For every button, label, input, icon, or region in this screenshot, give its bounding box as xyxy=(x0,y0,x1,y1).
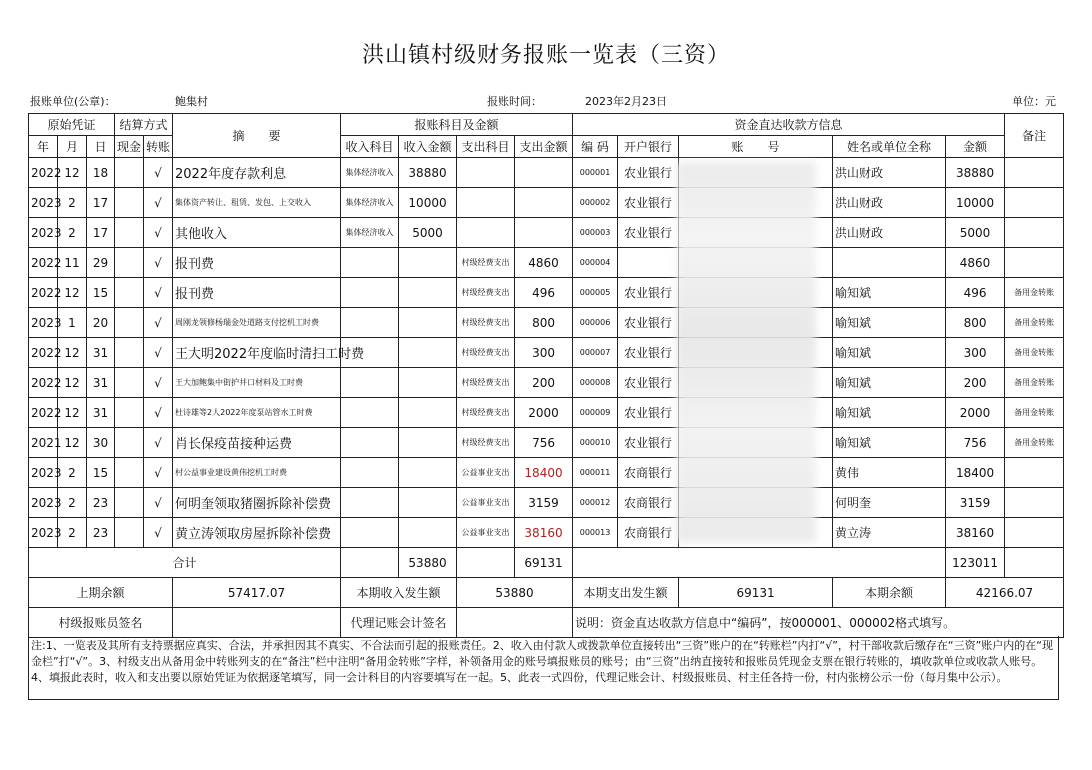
cell-summary: 黄立涛领取房屋拆除补偿费 xyxy=(173,518,341,548)
cell-cash xyxy=(115,338,144,368)
signature-row xyxy=(29,608,1064,638)
cell-summary: 报刊费 xyxy=(173,278,341,308)
table-row xyxy=(29,248,1064,278)
cell-expense-amount: 4860 xyxy=(515,248,573,278)
total-row xyxy=(29,548,1064,578)
village-clerk-sign-field[interactable] xyxy=(173,608,341,638)
cell-remark xyxy=(1005,518,1064,548)
cell-year: 2023 xyxy=(29,458,58,488)
cell-payee: 黄立涛 xyxy=(833,518,946,548)
cell-day: 20 xyxy=(87,308,115,338)
table-row xyxy=(29,398,1064,428)
cell-income-subject xyxy=(341,368,399,398)
cell-amount: 200 xyxy=(946,368,1005,398)
cell-expense-amount xyxy=(515,158,573,188)
cell-expense-subject xyxy=(457,188,515,218)
cell-year: 2022 xyxy=(29,338,58,368)
cell-code: 000007 xyxy=(573,338,618,368)
cell-bank: 农业银行 xyxy=(618,188,679,218)
cell-code: 000003 xyxy=(573,218,618,248)
cell-amount: 5000 xyxy=(946,218,1005,248)
cell-day: 29 xyxy=(87,248,115,278)
cell-income-subject xyxy=(341,488,399,518)
header-income-subject: 收入科目 xyxy=(341,136,399,158)
cell-transfer-check: √ xyxy=(144,188,173,218)
period-income-label: 本期收入发生额 xyxy=(341,578,457,608)
cell-day: 17 xyxy=(87,188,115,218)
cell-month: 12 xyxy=(58,368,87,398)
table-row xyxy=(29,158,1064,188)
cell-transfer-check: √ xyxy=(144,158,173,188)
cell-remark: 备用金转账 xyxy=(1005,338,1064,368)
cell-payee: 喻知斌 xyxy=(833,338,946,368)
cell-code: 000004 xyxy=(573,248,618,278)
cell-income-subject xyxy=(341,398,399,428)
header-orig-voucher: 原始凭证 xyxy=(29,114,115,136)
header-settlement: 结算方式 xyxy=(115,114,173,136)
cell-transfer-check: √ xyxy=(144,278,173,308)
total-label: 合计 xyxy=(29,548,341,578)
header-month: 月 xyxy=(58,136,87,158)
cell-expense-amount: 3159 xyxy=(515,488,573,518)
cell-expense-amount xyxy=(515,218,573,248)
cell-income-subject xyxy=(341,278,399,308)
period-income-value: 53880 xyxy=(457,578,573,608)
cell-day: 15 xyxy=(87,458,115,488)
cell-amount: 18400 xyxy=(946,458,1005,488)
cell-expense-subject: 村级经费支出 xyxy=(457,308,515,338)
cell-code: 000001 xyxy=(573,158,618,188)
agent-accountant-sign-field[interactable] xyxy=(457,608,573,638)
table-row xyxy=(29,308,1064,338)
time-value: 2023年2月23日 xyxy=(585,95,667,108)
cell-month: 2 xyxy=(58,518,87,548)
cell-payee: 喻知斌 xyxy=(833,428,946,458)
cell-expense-subject: 村级经费支出 xyxy=(457,338,515,368)
cell-expense-amount: 800 xyxy=(515,308,573,338)
cell-transfer-check: √ xyxy=(144,398,173,428)
cell-amount: 756 xyxy=(946,428,1005,458)
cell-month: 2 xyxy=(58,458,87,488)
cell-remark xyxy=(1005,218,1064,248)
cell-month: 12 xyxy=(58,158,87,188)
cell-transfer-check: √ xyxy=(144,428,173,458)
cell-income-amount xyxy=(399,338,457,368)
cell-remark xyxy=(1005,488,1064,518)
cell-remark xyxy=(1005,458,1064,488)
cell-cash xyxy=(115,188,144,218)
cell-expense-subject: 村级经费支出 xyxy=(457,248,515,278)
table-row xyxy=(29,368,1064,398)
cell-summary: 肖长保疫苗接种运费 xyxy=(173,428,341,458)
cell-bank: 农业银行 xyxy=(618,158,679,188)
cell-payee xyxy=(833,248,946,278)
cell-transfer-check: √ xyxy=(144,248,173,278)
cell-day: 18 xyxy=(87,158,115,188)
village-clerk-sign-label: 村级报账员签名 xyxy=(29,608,173,638)
cell-expense-amount: 2000 xyxy=(515,398,573,428)
cell-cash xyxy=(115,398,144,428)
cell-expense-amount: 496 xyxy=(515,278,573,308)
header-direct: 资金直达收款方信息 xyxy=(573,114,1005,136)
cell-year: 2022 xyxy=(29,248,58,278)
cell-expense-amount: 18400 xyxy=(515,458,573,488)
cell-income-amount: 38880 xyxy=(399,158,457,188)
cell-amount: 300 xyxy=(946,338,1005,368)
period-expense-label: 本期支出发生额 xyxy=(573,578,679,608)
cell-remark: 备用金转账 xyxy=(1005,308,1064,338)
cell-month: 1 xyxy=(58,308,87,338)
cell-remark: 备用金转账 xyxy=(1005,398,1064,428)
cell-expense-subject: 公益事业支出 xyxy=(457,518,515,548)
cell-income-amount xyxy=(399,458,457,488)
code-format-note: 说明：资金直达收款方信息中“编码”，按000001、000002格式填写。 xyxy=(573,608,1064,638)
cell-payee: 洪山财政 xyxy=(833,188,946,218)
cell-expense-subject: 公益事业支出 xyxy=(457,458,515,488)
prev-balance-label: 上期余额 xyxy=(29,578,173,608)
cell-month: 2 xyxy=(58,218,87,248)
cell-year: 2023 xyxy=(29,188,58,218)
cell-amount: 3159 xyxy=(946,488,1005,518)
table-row xyxy=(29,338,1064,368)
cell-bank: 农业银行 xyxy=(618,308,679,338)
cell-expense-subject: 公益事业支出 xyxy=(457,488,515,518)
cell-cash xyxy=(115,368,144,398)
cell-income-subject xyxy=(341,458,399,488)
cell-summary: 2022年度存款利息 xyxy=(173,158,341,188)
unit-value: 鲍集村 xyxy=(175,95,208,108)
cell-income-amount xyxy=(399,398,457,428)
header-expense-subject: 支出科目 xyxy=(457,136,515,158)
cell-income-subject: 集体经济收入 xyxy=(341,218,399,248)
cell-month: 12 xyxy=(58,278,87,308)
cell-payee: 何明奎 xyxy=(833,488,946,518)
cell-year: 2022 xyxy=(29,368,58,398)
cell-code: 000010 xyxy=(573,428,618,458)
cell-expense-amount: 756 xyxy=(515,428,573,458)
cell-bank: 农业银行 xyxy=(618,428,679,458)
cell-cash xyxy=(115,158,144,188)
cell-expense-amount: 200 xyxy=(515,368,573,398)
cell-expense-subject: 村级经费支出 xyxy=(457,368,515,398)
cell-remark: 备用金转账 xyxy=(1005,428,1064,458)
table-row xyxy=(29,518,1064,548)
cell-expense-subject: 村级经费支出 xyxy=(457,428,515,458)
header-payee: 姓名或单位全称 xyxy=(833,136,946,158)
cell-income-amount xyxy=(399,368,457,398)
header-day: 日 xyxy=(87,136,115,158)
agent-accountant-sign-label: 代理记账会计签名 xyxy=(341,608,457,638)
cell-amount: 4860 xyxy=(946,248,1005,278)
balance-row xyxy=(29,578,1064,608)
cell-year: 2023 xyxy=(29,488,58,518)
cell-expense-amount xyxy=(515,188,573,218)
cell-summary: 何明奎领取猪圈拆除补偿费 xyxy=(173,488,341,518)
header-income-amount: 收入金额 xyxy=(399,136,457,158)
cell-income-amount: 10000 xyxy=(399,188,457,218)
cell-month: 12 xyxy=(58,338,87,368)
cell-income-amount xyxy=(399,488,457,518)
cell-expense-subject: 村级经费支出 xyxy=(457,278,515,308)
cell-summary: 其他收入 xyxy=(173,218,341,248)
cell-day: 30 xyxy=(87,428,115,458)
cell-income-amount xyxy=(399,428,457,458)
cell-bank: 农业银行 xyxy=(618,278,679,308)
redacted-account-numbers xyxy=(676,162,816,542)
cell-transfer-check: √ xyxy=(144,518,173,548)
cell-income-subject xyxy=(341,428,399,458)
cell-year: 2023 xyxy=(29,518,58,548)
table-row xyxy=(29,488,1064,518)
unit-label: 报账单位(公章)： xyxy=(30,95,116,108)
cell-code: 000011 xyxy=(573,458,618,488)
prev-balance-value: 57417.07 xyxy=(173,578,341,608)
header-subjects: 报账科目及金额 xyxy=(341,114,573,136)
cell-bank xyxy=(618,248,679,278)
cell-remark xyxy=(1005,188,1064,218)
cell-expense-amount: 300 xyxy=(515,338,573,368)
page-title: 洪山镇村级财务报账一览表（三资） xyxy=(361,43,730,68)
cell-code: 000006 xyxy=(573,308,618,338)
cell-transfer-check: √ xyxy=(144,338,173,368)
cell-transfer-check: √ xyxy=(144,488,173,518)
cell-day: 31 xyxy=(87,398,115,428)
cell-expense-amount: 38160 xyxy=(515,518,573,548)
current-balance-value: 42166.07 xyxy=(946,578,1064,608)
cell-income-amount: 5000 xyxy=(399,218,457,248)
cell-month: 12 xyxy=(58,398,87,428)
header-code: 编 码 xyxy=(573,136,618,158)
cell-code: 000002 xyxy=(573,188,618,218)
header-cash: 现金 xyxy=(115,136,144,158)
time-label: 报账时间： xyxy=(487,95,542,108)
cell-amount: 2000 xyxy=(946,398,1005,428)
cell-month: 11 xyxy=(58,248,87,278)
currency-unit: 单位：元 xyxy=(1012,95,1056,108)
current-balance-label: 本期余额 xyxy=(833,578,946,608)
cell-code: 000013 xyxy=(573,518,618,548)
cell-income-subject xyxy=(341,518,399,548)
cell-bank: 农业银行 xyxy=(618,398,679,428)
table-row xyxy=(29,428,1064,458)
cell-payee: 洪山财政 xyxy=(833,158,946,188)
cell-summary: 王大加鲍集中街护井口材料及工时费 xyxy=(173,368,341,398)
table-row xyxy=(29,188,1064,218)
cell-day: 31 xyxy=(87,368,115,398)
cell-income-amount xyxy=(399,308,457,338)
cell-amount: 800 xyxy=(946,308,1005,338)
cell-bank: 农商银行 xyxy=(618,518,679,548)
cell-day: 23 xyxy=(87,488,115,518)
cell-payee: 喻知斌 xyxy=(833,368,946,398)
ledger-table xyxy=(28,113,1064,638)
cell-code: 000012 xyxy=(573,488,618,518)
header-bank: 开户银行 xyxy=(618,136,679,158)
cell-amount: 38880 xyxy=(946,158,1005,188)
cell-income-subject xyxy=(341,248,399,278)
cell-payee: 喻知斌 xyxy=(833,398,946,428)
cell-remark xyxy=(1005,248,1064,278)
cell-year: 2023 xyxy=(29,218,58,248)
cell-day: 23 xyxy=(87,518,115,548)
cell-year: 2022 xyxy=(29,398,58,428)
cell-income-amount xyxy=(399,278,457,308)
header-remark: 备注 xyxy=(1005,114,1064,158)
cell-payee: 喻知斌 xyxy=(833,308,946,338)
header-year: 年 xyxy=(29,136,58,158)
table-row xyxy=(29,458,1064,488)
cell-summary: 村公益事业建设黄伟挖机工时费 xyxy=(173,458,341,488)
cell-income-amount xyxy=(399,518,457,548)
header-expense-amount: 支出金额 xyxy=(515,136,573,158)
cell-bank: 农商银行 xyxy=(618,488,679,518)
footnotes: 注:1、一览表及其所有支持票据应真实、合法，并承担因其不真实、不合法而引起的报账责任。2、收入由付款人或拨款单位直接转出“三资”账户的在“转账栏”内打“√”，村干部收款后缴存在“三资”账户内的在“现金栏”打“√”。3、村级支出从备用金中转账列支的在“备注”栏中注明“备用金转账”字样，补领备用金的账号填报账员的账号；由“三资”出纳直接转和报账员凭现金支票在银行转账的，填收款单位或收款人账号。4、填报此表时，收入和支出要以原始凭证为依据逐笔填写，同一会计科目的内容要填写在一起。5、此表一式四份，代理记账会计、村级报账员、村主任各持一份，村内张榜公示一份（每月集中公示）。 xyxy=(28,636,1059,700)
total-income: 53880 xyxy=(399,548,457,578)
header-row-1 xyxy=(29,114,1064,136)
cell-summary: 集体资产转让、租赁、发包、上交收入 xyxy=(173,188,341,218)
cell-income-subject: 集体经济收入 xyxy=(341,158,399,188)
cell-day: 17 xyxy=(87,218,115,248)
cell-bank: 农业银行 xyxy=(618,368,679,398)
cell-remark: 备用金转账 xyxy=(1005,278,1064,308)
cell-code: 000008 xyxy=(573,368,618,398)
cell-cash xyxy=(115,488,144,518)
cell-income-subject: 集体经济收入 xyxy=(341,188,399,218)
cell-expense-subject xyxy=(457,218,515,248)
cell-cash xyxy=(115,518,144,548)
cell-payee: 洪山财政 xyxy=(833,218,946,248)
cell-transfer-check: √ xyxy=(144,458,173,488)
cell-bank: 农商银行 xyxy=(618,458,679,488)
cell-amount: 496 xyxy=(946,278,1005,308)
cell-cash xyxy=(115,308,144,338)
table-row xyxy=(29,218,1064,248)
cell-summary: 王大明2022年度临时清扫工时费 xyxy=(173,338,341,368)
cell-summary: 杜诗雄等2人2022年度泵站管水工时费 xyxy=(173,398,341,428)
cell-code: 000009 xyxy=(573,398,618,428)
cell-cash xyxy=(115,248,144,278)
cell-bank: 农业银行 xyxy=(618,338,679,368)
header-amount: 金额 xyxy=(946,136,1005,158)
cell-year: 2021 xyxy=(29,428,58,458)
cell-remark: 备用金转账 xyxy=(1005,368,1064,398)
cell-transfer-check: √ xyxy=(144,308,173,338)
cell-remark xyxy=(1005,158,1064,188)
total-expense: 69131 xyxy=(515,548,573,578)
cell-income-subject xyxy=(341,308,399,338)
cell-summary: 周刚龙领修杨瑞金处道路支付挖机工时费 xyxy=(173,308,341,338)
cell-payee: 喻知斌 xyxy=(833,278,946,308)
cell-transfer-check: √ xyxy=(144,368,173,398)
cell-cash xyxy=(115,218,144,248)
cell-amount: 10000 xyxy=(946,188,1005,218)
cell-expense-subject: 村级经费支出 xyxy=(457,398,515,428)
period-expense-value: 69131 xyxy=(679,578,833,608)
cell-cash xyxy=(115,278,144,308)
total-amount: 123011 xyxy=(946,548,1005,578)
cell-year: 2023 xyxy=(29,308,58,338)
cell-amount: 38160 xyxy=(946,518,1005,548)
cell-month: 2 xyxy=(58,488,87,518)
cell-cash xyxy=(115,428,144,458)
header-summary: 摘 要 xyxy=(173,114,341,158)
cell-cash xyxy=(115,458,144,488)
header-account: 账 号 xyxy=(679,136,833,158)
cell-day: 31 xyxy=(87,338,115,368)
cell-payee: 黄伟 xyxy=(833,458,946,488)
cell-income-amount xyxy=(399,248,457,278)
cell-expense-subject xyxy=(457,158,515,188)
cell-month: 2 xyxy=(58,188,87,218)
header-transfer: 转账 xyxy=(144,136,173,158)
cell-summary: 报刊费 xyxy=(173,248,341,278)
cell-day: 15 xyxy=(87,278,115,308)
cell-code: 000005 xyxy=(573,278,618,308)
cell-month: 12 xyxy=(58,428,87,458)
cell-bank: 农业银行 xyxy=(618,218,679,248)
cell-year: 2022 xyxy=(29,158,58,188)
table-row xyxy=(29,278,1064,308)
cell-transfer-check: √ xyxy=(144,218,173,248)
cell-year: 2022 xyxy=(29,278,58,308)
